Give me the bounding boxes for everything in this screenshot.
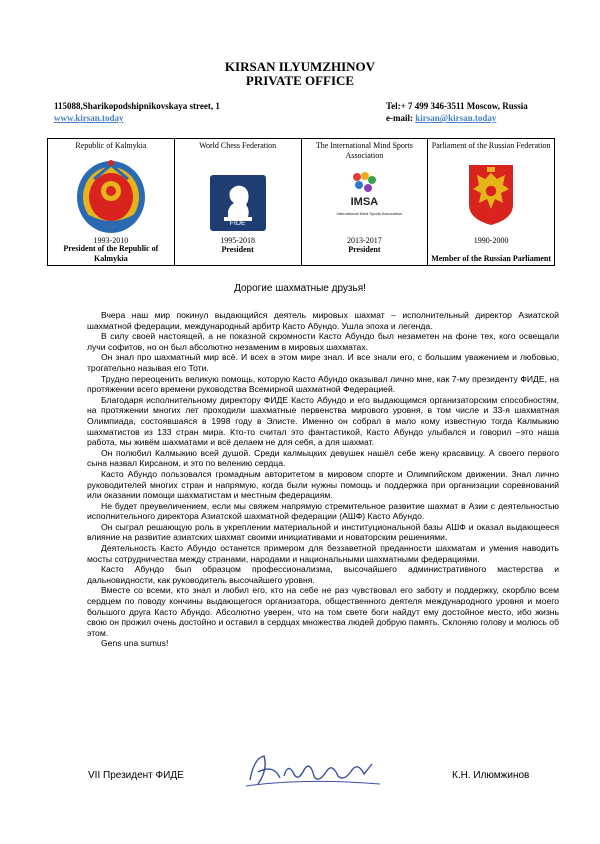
position-cell-fide [174, 139, 301, 266]
office-title-line1: KIRSAN ILYUMZHINOV [224, 59, 376, 74]
letter-paragraph: Не будет преувеличением, если мы свяжем напрямую стремительное развитие шахмат в Азии с деятельностью исполнительного директора Азиатской шахматной федерации (АШФ) Касто Абундо. [87, 500, 559, 522]
letter-paragraph: Касто Абундо пользовался громадным авторитетом в мировом спорте и Олимпийском движении. Знал лично руководителей многих стран и напрямую, когда были нужны помощь и поддержка при организации соревнований или оказании помощи шахматистам и местным федерациям. [87, 468, 559, 501]
imsa-logo-text: IMSA [350, 196, 379, 208]
position-years: 1990-2000 [473, 235, 509, 245]
position-cell-parliament [428, 139, 555, 266]
email-link[interactable]: kirsan@kirsan.today [415, 113, 497, 123]
russian-coat-of-arms-icon [467, 163, 515, 227]
letter-body [87, 310, 559, 649]
phone-number: Tel:+ 7 499 346-3511 Moscow, Russia [386, 101, 528, 111]
street-address: 115088,Sharikopodshipnikovskaya street, 1 [54, 101, 220, 111]
letter-paragraph: Касто Абундо был образцом профессионализма, высочайшего административного мастерства и дальновидности, как руководитель высочайшего уровня. [87, 564, 559, 585]
position-role: Member of the Russian Parliament [431, 253, 552, 263]
position-years: 1995-2018 [220, 235, 255, 245]
position-role: President [221, 244, 254, 254]
letter-paragraph: Благодаря исполнительному директору ФИДЕ Касто Абундо и его выдающимся организаторским способностям, на протяжении многих лет проходили шахматные первенства мирового уровня, в том числе и 33-я шахматная Олимпиада, состоявшаяся в 1998 году в Элисте. Именно он собрал в мало кому известную тогда Калмыкию шахматистов из 133 стран мира. Кто-то считал это фантастикой, Касто Абундо улыбался и говорил –это наша работа, мы живём шахматами и всё делаем не для себя, а для шахмат. [87, 394, 559, 448]
letter-paragraph: Вчера наш мир покинул выдающийся деятель мировых шахмат – исполнительный директор Азиатской шахматной федерации, международный арбитр Касто Абундо. Ушла эпоха и легенда. [87, 310, 559, 331]
imsa-logo-icon [349, 171, 379, 197]
handwritten-signature-icon [244, 750, 384, 790]
kalmykia-emblem-icon [74, 157, 148, 235]
signatory-title: VII Президент ФИДЕ [88, 770, 184, 781]
position-years: 1993-2010 [93, 235, 129, 245]
position-role: President of the Republic of Kalmykia [63, 244, 159, 263]
positions-table [47, 138, 555, 266]
letter-closing: Gens una sumus! [101, 638, 169, 649]
letter-paragraph: Он сыграл решающую роль в укреплении материальной и институциональной базы АШФ и оказал выдающееся влияние на развитие азиатских шахмат своими инициативами и новаторским решениями. [87, 521, 559, 543]
letter-paragraph: Он знал про шахматный мир всё. И всех в этом мире знал. И все знали его, с большим уважением и любовью, трогательно называя его Тоти. [87, 352, 559, 373]
letter-greeting: Дорогие шахматные друзья! [234, 283, 366, 294]
position-role: President [348, 244, 381, 254]
org-name: Parliament of the Russian Federation [431, 141, 551, 150]
website-link[interactable]: www.kirsan.today [54, 113, 124, 123]
position-cell-imsa [301, 139, 428, 266]
org-name: World Chess Federation [199, 141, 277, 150]
fide-logo-text: FIDE [229, 220, 246, 227]
org-name: The International Mind Sports Association [315, 141, 413, 160]
signatory-name: К.Н. Илюмжинов [452, 770, 530, 781]
email-label: e-mail: [386, 113, 413, 123]
office-title-line2: PRIVATE OFFICE [245, 73, 355, 88]
imsa-logo-subtext: International Mind Sports Association [336, 211, 403, 216]
letter-paragraph: Трудно переоценить великую помощь, которую Касто Абундо оказывал лично мне, как 7-му президенту ФИДЕ, на протяжении всего времени руководства Всемирной шахматной Федерацией. [87, 373, 559, 395]
contact-block [386, 100, 528, 124]
letter-paragraph: В силу своей настоящей, а не показной скромности Касто Абундо был незаметен на фоне тех, кого освещали лучи софитов, но он был абсолютно незаменим в мировых шахматах. [87, 331, 559, 352]
letter-paragraph: Вместе со всеми, кто знал и любил его, кто на себе не раз чувствовал его заботу и поддержку, скорблю всем сердцем по поводу кончины выдающегося организатора, общественного деятеля международного уровня и моего большого друга Касто Абундо. Абсолютно уверен, что на том свете боги найдут ему достойное место, ибо жизнь свою он прожил очень достойно и оставил в сердцах множества людей добрую память. Склоняю голову и молюсь об этом. [87, 585, 559, 638]
address-block [54, 100, 220, 124]
position-years: 2013-2017 [347, 235, 382, 245]
org-name: Republic of Kalmykia [75, 141, 147, 150]
position-cell-kalmykia [48, 139, 175, 266]
letter-paragraph: Деятельность Касто Абундо останется примером для беззаветной преданности шахматам и умения наводить мосты сотрудничества между странами, народами и национальными шахматными федерациями. [87, 543, 559, 564]
letter-paragraph: Он полюбил Калмыкию всей душой. Среди калмыцких девушек нашёл себе жену красавицу. А своего первого сына назвал Кирсаном, и это по велению сердца. [87, 447, 559, 469]
